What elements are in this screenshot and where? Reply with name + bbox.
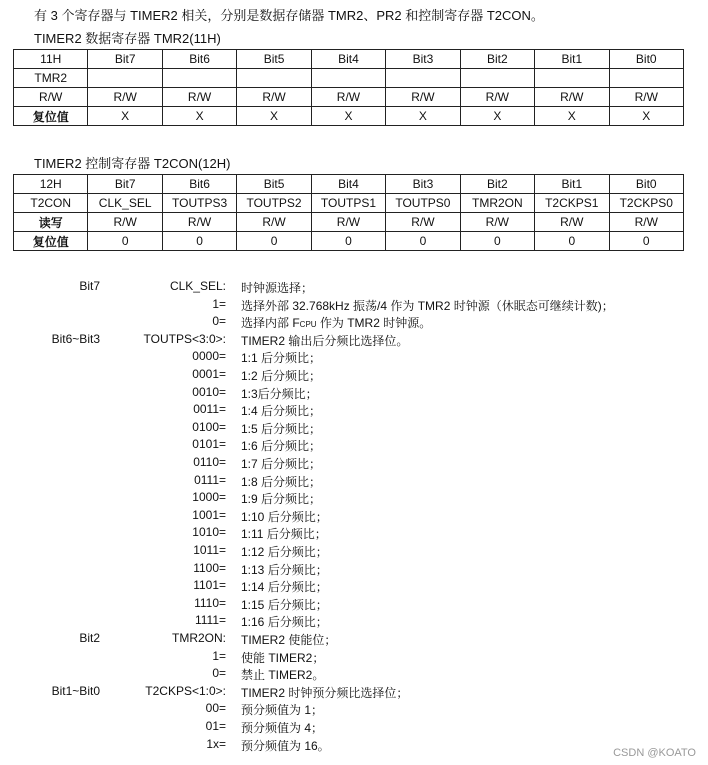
table-cell: R/W — [609, 213, 684, 232]
table-row — [14, 175, 684, 194]
table-cell: 0 — [162, 232, 236, 251]
field-label: 0010= — [192, 384, 226, 399]
field-description: 1:8 后分频比； — [241, 474, 322, 489]
description-row — [0, 701, 708, 719]
bit-label: Bit7 — [79, 279, 100, 293]
table-cell: R/W — [311, 213, 385, 232]
table-cell: Bit6 — [162, 175, 236, 194]
description-row — [0, 737, 708, 755]
table-cell: X — [386, 107, 460, 126]
table-cell: 复位值 — [14, 232, 88, 251]
field-label: 01= — [205, 719, 226, 733]
table-cell: R/W — [88, 213, 162, 232]
table-cell: 0 — [535, 232, 609, 251]
table-cell: R/W — [535, 213, 609, 232]
table-cell — [88, 69, 162, 88]
field-label: 1110= — [194, 595, 226, 610]
table-row — [14, 213, 684, 232]
field-description: 1:5 后分频比； — [241, 421, 322, 436]
table-row — [14, 69, 684, 88]
description-row — [0, 508, 708, 526]
field-label: 0100= — [192, 419, 226, 434]
description-row — [0, 455, 708, 473]
field-label: TMR2ON: — [172, 631, 226, 645]
table-row — [14, 194, 684, 213]
description-row — [0, 473, 708, 491]
table-cell: R/W — [460, 88, 534, 107]
tmr2-register-table — [13, 49, 684, 126]
field-description: 1:16 后分频比； — [241, 615, 328, 630]
table-cell: R/W — [88, 88, 162, 107]
table-cell: Bit2 — [460, 175, 534, 194]
table-cell — [609, 69, 684, 88]
field-description: 1:7 后分频比； — [241, 457, 322, 471]
description-row — [0, 596, 708, 614]
table-cell: 0 — [386, 232, 460, 251]
table-cell: 0 — [237, 232, 311, 251]
table-cell: R/W — [311, 88, 385, 107]
table-cell: X — [162, 107, 236, 126]
table-cell: R/W — [535, 88, 609, 107]
field-label: 1011= — [193, 543, 226, 557]
table-cell: Bit5 — [237, 175, 311, 194]
field-description: 1:1 后分频比； — [241, 351, 322, 366]
field-description: 1:3后分频比； — [241, 386, 318, 401]
table-cell: X — [460, 107, 534, 126]
table-row — [14, 107, 684, 126]
field-description: 预分频值为 4； — [241, 721, 324, 735]
field-description: 1:6 后分频比； — [241, 439, 322, 454]
bit-label: Bit1~Bit0 — [51, 683, 100, 698]
table-cell: Bit2 — [460, 50, 534, 69]
description-row — [0, 631, 708, 649]
table-cell: R/W — [162, 213, 236, 232]
field-label: 0011= — [193, 402, 226, 417]
field-description: 1:4 后分频比； — [241, 404, 322, 419]
description-row — [0, 719, 708, 737]
field-description: 1:13 后分频比； — [241, 562, 328, 577]
description-row — [0, 349, 708, 367]
table-cell: TOUTPS2 — [237, 194, 311, 213]
field-description: 选择内部 FCPU 作为 TMR2 时钟源。 — [241, 316, 432, 331]
field-description: 1:12 后分频比； — [241, 545, 328, 559]
table-cell: Bit3 — [386, 175, 460, 194]
table-cell: 读写 — [14, 213, 88, 232]
table-cell: 0 — [609, 232, 684, 251]
table-cell: T2CKPS0 — [609, 194, 684, 213]
field-label: 1= — [212, 296, 226, 311]
field-label: 1111= — [194, 613, 226, 628]
field-label: 0110= — [193, 455, 226, 469]
table-cell: 0 — [88, 232, 162, 251]
description-row — [0, 314, 708, 332]
t2con-register-table — [13, 174, 684, 251]
field-label: 1001= — [192, 507, 226, 522]
table-cell: X — [311, 107, 385, 126]
field-label: 0001= — [192, 367, 226, 381]
description-row — [0, 666, 708, 684]
description-row — [0, 525, 708, 543]
description-row — [0, 279, 708, 297]
table-cell: TOUTPS0 — [386, 194, 460, 213]
field-label: 1x= — [206, 736, 226, 751]
table-row — [14, 232, 684, 251]
table-cell: Bit0 — [609, 175, 684, 194]
tmr2-table-title: TIMER2 数据寄存器 TMR2(11H) — [34, 31, 221, 46]
field-description: 使能 TIMER2； — [241, 650, 325, 665]
field-description: 选择外部 32.768kHz 振荡/4 作为 TMR2 时钟源（休眠态可继续计数)； — [241, 298, 614, 313]
table-cell: R/W — [460, 213, 534, 232]
field-label: 1000= — [192, 490, 226, 505]
table-cell — [162, 69, 236, 88]
table-cell: Bit7 — [88, 50, 162, 69]
field-description: 1:9 后分频比； — [241, 492, 322, 507]
intro-text: 有 3 个寄存器与 TIMER2 相关，分别是数据存储器 TMR2、PR2 和控制寄存器 T2CON。 — [34, 8, 544, 23]
watermark: CSDN @KOATO — [613, 747, 696, 759]
table-cell: TOUTPS1 — [311, 194, 385, 213]
table-cell: Bit3 — [386, 50, 460, 69]
field-label: 0101= — [192, 437, 226, 452]
table-cell: X — [237, 107, 311, 126]
field-description: 1:10 后分频比； — [241, 509, 328, 524]
bit-label: Bit6~Bit3 — [51, 331, 100, 346]
table-cell: Bit1 — [535, 175, 609, 194]
table-cell: T2CON — [14, 194, 88, 213]
field-label: CLK_SEL: — [169, 279, 226, 293]
field-label: 1100= — [193, 560, 226, 575]
field-description: 时钟源选择； — [241, 281, 314, 295]
table-cell: R/W — [162, 88, 236, 107]
field-description: 预分频值为 16。 — [241, 738, 330, 753]
table-cell: Bit7 — [88, 175, 162, 194]
field-label: 1101= — [193, 578, 226, 593]
field-description: TIMER2 输出后分频比选择位。 — [241, 333, 409, 348]
table-cell — [460, 69, 534, 88]
description-row — [0, 420, 708, 438]
field-label: 1= — [212, 648, 226, 663]
table-cell: R/W — [609, 88, 684, 107]
field-description: 1:15 后分频比； — [241, 597, 328, 612]
table-cell: Bit6 — [162, 50, 236, 69]
description-row — [0, 578, 708, 596]
table-cell: R/W — [386, 88, 460, 107]
table-cell: R/W — [14, 88, 88, 107]
description-row — [0, 684, 708, 702]
table-cell: X — [535, 107, 609, 126]
table-cell: Bit4 — [311, 175, 385, 194]
field-description: 1:2 后分频比； — [241, 369, 322, 383]
field-label: 0= — [212, 314, 226, 329]
table-cell: T2CKPS1 — [535, 194, 609, 213]
field-label: 0= — [212, 666, 226, 681]
table-cell: 12H — [14, 175, 88, 194]
table-row — [14, 88, 684, 107]
table-cell: R/W — [237, 213, 311, 232]
table-cell: R/W — [386, 213, 460, 232]
description-row — [0, 297, 708, 315]
field-description: 禁止 TIMER2。 — [241, 668, 325, 683]
field-label: 0111= — [194, 472, 226, 487]
description-row — [0, 561, 708, 579]
table-cell: TMR2 — [14, 69, 88, 88]
description-row — [0, 437, 708, 455]
description-row — [0, 613, 708, 631]
table-cell — [535, 69, 609, 88]
field-label: T2CKPS<1:0>: — [145, 683, 226, 698]
description-row — [0, 490, 708, 508]
field-description: 1:11 后分频比； — [241, 527, 327, 542]
field-label: 1010= — [192, 525, 226, 540]
table-cell: X — [88, 107, 162, 126]
table-cell: 0 — [460, 232, 534, 251]
description-row — [0, 332, 708, 350]
table-cell — [311, 69, 385, 88]
table-cell — [386, 69, 460, 88]
table-cell — [237, 69, 311, 88]
bit-label: Bit2 — [79, 631, 100, 645]
description-row — [0, 402, 708, 420]
field-label: 0000= — [192, 349, 226, 364]
table-row — [14, 50, 684, 69]
t2con-table-title: TIMER2 控制寄存器 T2CON(12H) — [34, 156, 231, 171]
field-description: TIMER2 使能位； — [241, 633, 337, 647]
description-row — [0, 385, 708, 403]
table-cell: 11H — [14, 50, 88, 69]
field-description: 1:14 后分频比； — [241, 580, 328, 595]
field-label: TOUTPS<3:0>: — [143, 331, 226, 346]
field-description: TIMER2 时钟预分频比选择位； — [241, 685, 409, 700]
table-cell: 复位值 — [14, 107, 88, 126]
table-cell: X — [609, 107, 684, 126]
table-cell: Bit0 — [609, 50, 684, 69]
table-cell: Bit4 — [311, 50, 385, 69]
table-cell: Bit5 — [237, 50, 311, 69]
table-cell: Bit1 — [535, 50, 609, 69]
table-cell: CLK_SEL — [88, 194, 162, 213]
table-cell: 0 — [311, 232, 385, 251]
field-description: 预分频值为 1； — [241, 703, 324, 718]
description-row — [0, 543, 708, 561]
description-row — [0, 367, 708, 385]
table-cell: R/W — [237, 88, 311, 107]
field-label: 00= — [205, 701, 226, 716]
table-cell: TMR2ON — [460, 194, 534, 213]
table-cell: TOUTPS3 — [162, 194, 236, 213]
description-row — [0, 649, 708, 667]
